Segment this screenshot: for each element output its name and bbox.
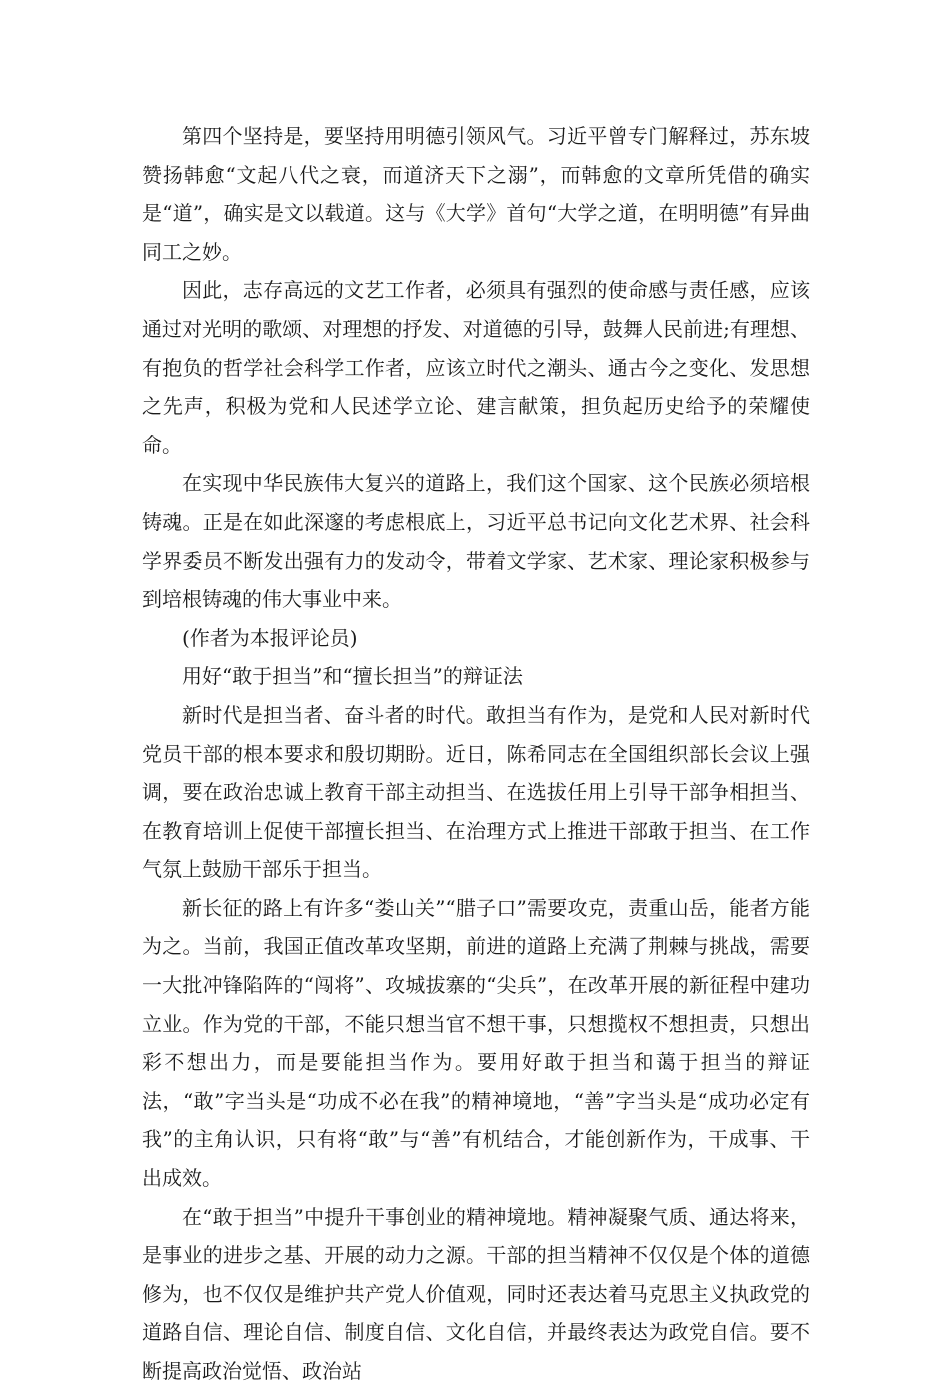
paragraph: 在实现中华民族伟大复兴的道路上，我们这个国家、这个民族必须培根铸魂。正是在如此深邃的考虑根底上，习近平总书记向文化艺术界、社会科学界委员不断发出强有力的发动令，带着文学家、艺术家、理论家积极参与到培根铸魂的伟大事业中来。 <box>142 471 810 612</box>
paragraph: 第四个坚持是，要坚持用明德引领风气。习近平曾专门解释过，苏东坡赞扬韩愈“文起八代之衰，而道济天下之溺”，而韩愈的文章所凭借的确实是“道”，确实是文以载道。这与《大学》首句“大学之道，在明明德”有异曲同工之妙。 <box>142 124 810 264</box>
paragraph: 在“敢于担当”中提升干事创业的精神境地。精神凝聚气质、通达将来，是事业的进步之基、开展的动力之源。干部的担当精神不仅仅是个体的道德修为，也不仅仅是维护共产党人价值观，同时还表达着马克思主义执政党的道路自信、理论自信、制度自信、文化自信，并最终表达为政党自信。要不断提高政治觉悟、政治站 <box>142 1204 810 1383</box>
paragraph: 因此，志存高远的文艺工作者，必须具有强烈的使命感与责任感，应该通过对光明的歌颂、对理想的抒发、对道德的引导，鼓舞人民前进;有理想、有抱负的哲学社会科学工作者，应该立时代之潮头、通古今之变化、发思想之先声，积极为党和人民述学立论、建言献策，担负起历史给予的荣耀使命。 <box>142 278 810 457</box>
paragraph: 新长征的路上有许多“娄山关”“腊子口”需要攻克，责重山岳，能者方能为之。当前，我国正值改革攻坚期，前进的道路上充满了荆棘与挑战，需要一大批冲锋陷阵的“闯将”、攻城拔寨的“尖兵”，在改革开展的新征程中建功立业。作为党的干部，不能只想当官不想干事，只想揽权不想担责，只想出彩不想出力，而是要能担当作为。要用好敢于担当和蔼于担当的辩证法，“敢”字当头是“功成不必在我”的精神境地，“善”字当头是“成功必定有我”的主角认识，只有将“敢”与“善”有机结合，才能创新作为，干成事、干出成效。 <box>142 895 810 1191</box>
author-note: (作者为本报评论员) <box>182 625 358 650</box>
paragraph: 新时代是担当者、奋斗者的时代。敢担当有作为，是党和人民对新时代党员干部的根本要求和殷切期盼。近日，陈希同志在全国组织部长会议上强调，要在政治忠诚上教育干部主动担当、在选拔任用上引导干部争相担当、在教育培训上促使干部擅长担当、在治理方式上推进干部敢于担当、在工作气氛上鼓励干部乐于担当。 <box>142 702 810 882</box>
document-body <box>142 117 810 1391</box>
article-title: 用好“敢于担当”和“擅长担当”的辩证法 <box>182 664 523 689</box>
